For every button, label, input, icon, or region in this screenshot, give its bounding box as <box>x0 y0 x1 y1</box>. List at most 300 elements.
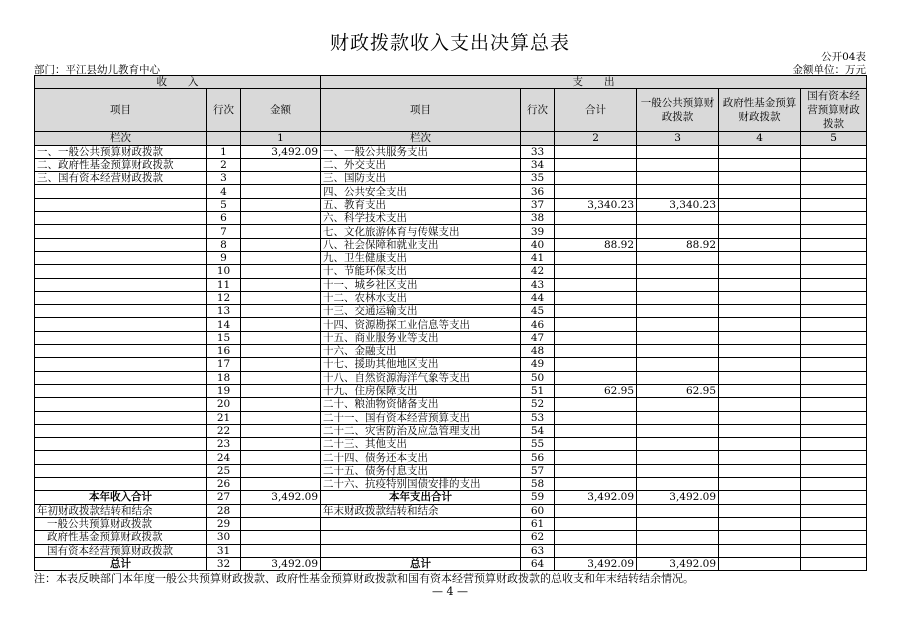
income-item <box>35 384 207 397</box>
total-amount <box>555 225 637 238</box>
income-item <box>35 464 207 477</box>
gov-fund-amount <box>719 424 801 437</box>
income-line: 9 <box>207 251 241 264</box>
gov-fund-amount <box>719 438 801 451</box>
total-amount <box>555 358 637 371</box>
expense-item <box>321 517 521 530</box>
income-item <box>35 424 207 437</box>
expense-line: 50 <box>521 371 555 384</box>
gov-fund-amount <box>719 238 801 251</box>
gov-fund-amount <box>719 544 801 557</box>
general-amount <box>637 504 719 517</box>
expense-item: 二十五、债务付息支出 <box>321 464 521 477</box>
expense-line: 62 <box>521 531 555 544</box>
gov-fund-amount <box>719 305 801 318</box>
expense-item: 二十一、国有资本经营预算支出 <box>321 411 521 424</box>
gov-fund-amount <box>719 451 801 464</box>
subtotal-row <box>35 491 867 504</box>
gov-fund-amount <box>719 265 801 278</box>
general-amount <box>637 318 719 331</box>
income-amount <box>241 517 321 530</box>
state-capital-amount <box>801 158 867 171</box>
gov-fund-amount <box>719 145 801 158</box>
expense-line: 34 <box>521 158 555 171</box>
income-line: 25 <box>207 464 241 477</box>
total-amount <box>555 424 637 437</box>
state-capital-amount <box>801 384 867 397</box>
state-capital-amount <box>801 491 867 504</box>
total-amount <box>555 398 637 411</box>
footnote: 注：本表反映部门本年度一般公共预算财政拨款、政府性基金预算财政拨款和国有资本经营预算财政拨款的总收支和年末结转结余情况。 <box>34 572 694 585</box>
income-item: 本年收入合计 <box>35 491 207 504</box>
col-3: 3 <box>637 132 719 145</box>
income-line: 4 <box>207 185 241 198</box>
table-row <box>35 358 867 371</box>
income-item: 年初财政拨款结转和结余 <box>35 504 207 517</box>
income-line: 22 <box>207 424 241 437</box>
total-amount <box>555 411 637 424</box>
expense-line: 35 <box>521 172 555 185</box>
form-code: 公开04表 <box>821 51 866 63</box>
state-capital-amount <box>801 438 867 451</box>
gov-fund-amount <box>719 345 801 358</box>
general-amount <box>637 145 719 158</box>
expense-item: 二十四、债务还本支出 <box>321 451 521 464</box>
column-header-row <box>35 89 867 132</box>
total-amount <box>555 172 637 185</box>
expense-line: 55 <box>521 438 555 451</box>
table-row <box>35 464 867 477</box>
table-row <box>35 212 867 225</box>
total-amount <box>555 438 637 451</box>
total-amount <box>555 371 637 384</box>
expense-line: 53 <box>521 411 555 424</box>
state-capital-amount <box>801 544 867 557</box>
income-line: 21 <box>207 411 241 424</box>
general-amount <box>637 464 719 477</box>
income-amount: 3,492.09 <box>241 557 321 570</box>
expense-item: 本年支出合计 <box>321 491 521 504</box>
general-amount <box>637 371 719 384</box>
column-number-row <box>35 132 867 145</box>
expense-item: 十、节能环保支出 <box>321 265 521 278</box>
general-amount: 62.95 <box>637 384 719 397</box>
income-item <box>35 398 207 411</box>
state-capital-amount <box>801 411 867 424</box>
income-amount <box>241 212 321 225</box>
expense-item <box>321 544 521 557</box>
income-item <box>35 318 207 331</box>
income-item <box>35 278 207 291</box>
column-no-label: 栏次 <box>35 132 207 145</box>
carry-row <box>35 544 867 557</box>
gov-fund-amount <box>719 212 801 225</box>
total-amount <box>555 478 637 491</box>
expense-line: 44 <box>521 291 555 304</box>
general-amount <box>637 544 719 557</box>
carry-row <box>35 517 867 530</box>
expense-item <box>321 531 521 544</box>
income-line: 3 <box>207 172 241 185</box>
gov-fund-amount <box>719 185 801 198</box>
section-header-row <box>35 76 867 89</box>
page-number: — 4 — <box>432 585 468 598</box>
gov-fund-header: 政府性基金预算财政拨款 <box>719 89 801 132</box>
state-capital-amount <box>801 291 867 304</box>
state-capital-amount <box>801 212 867 225</box>
table-row <box>35 172 867 185</box>
state-capital-amount <box>801 478 867 491</box>
total-amount <box>555 291 637 304</box>
income-amount <box>241 384 321 397</box>
state-capital-amount <box>801 451 867 464</box>
expense-line: 59 <box>521 491 555 504</box>
total-amount <box>555 278 637 291</box>
expense-item: 一、一般公共服务支出 <box>321 145 521 158</box>
income-item: 国有资本经营预算财政拨款 <box>35 544 207 557</box>
expense-item: 总计 <box>321 557 521 570</box>
income-amount <box>241 345 321 358</box>
expense-item: 二十三、其他支出 <box>321 438 521 451</box>
income-amount <box>241 451 321 464</box>
income-amount <box>241 198 321 211</box>
gov-fund-amount <box>719 172 801 185</box>
expense-line: 51 <box>521 384 555 397</box>
income-line-header: 行次 <box>207 89 241 132</box>
expense-line: 52 <box>521 398 555 411</box>
expense-line: 49 <box>521 358 555 371</box>
income-item <box>35 331 207 344</box>
expense-line: 48 <box>521 345 555 358</box>
table-row <box>35 318 867 331</box>
general-amount <box>637 358 719 371</box>
total-amount <box>555 504 637 517</box>
income-amount <box>241 464 321 477</box>
income-line: 13 <box>207 305 241 318</box>
income-amount <box>241 424 321 437</box>
gov-fund-amount <box>719 384 801 397</box>
expense-item: 十七、援助其他地区支出 <box>321 358 521 371</box>
table-row <box>35 478 867 491</box>
income-line: 5 <box>207 198 241 211</box>
total-amount <box>555 331 637 344</box>
income-line: 28 <box>207 504 241 517</box>
state-capital-amount <box>801 278 867 291</box>
income-line: 26 <box>207 478 241 491</box>
income-amount <box>241 478 321 491</box>
state-capital-amount <box>801 531 867 544</box>
income-line: 19 <box>207 384 241 397</box>
income-item <box>35 371 207 384</box>
expense-item: 十二、农林水支出 <box>321 291 521 304</box>
state-capital-amount <box>801 504 867 517</box>
general-amount <box>637 291 719 304</box>
total-amount <box>555 451 637 464</box>
expense-item: 二、外交支出 <box>321 158 521 171</box>
income-item <box>35 212 207 225</box>
col-1: 1 <box>241 132 321 145</box>
income-item: 三、国有资本经营财政拨款 <box>35 172 207 185</box>
table-row <box>35 238 867 251</box>
gov-fund-amount <box>719 411 801 424</box>
expense-item: 十六、金融支出 <box>321 345 521 358</box>
income-line: 7 <box>207 225 241 238</box>
income-amount <box>241 531 321 544</box>
general-amount <box>637 478 719 491</box>
income-amount <box>241 251 321 264</box>
income-amount <box>241 172 321 185</box>
state-capital-amount <box>801 145 867 158</box>
income-amount <box>241 398 321 411</box>
total-amount: 3,492.09 <box>555 491 637 504</box>
table-row <box>35 198 867 211</box>
income-item <box>35 185 207 198</box>
gov-fund-amount <box>719 504 801 517</box>
gov-fund-amount <box>719 225 801 238</box>
expense-line: 42 <box>521 265 555 278</box>
state-capital-amount <box>801 198 867 211</box>
finance-table <box>34 75 867 571</box>
general-amount <box>637 424 719 437</box>
total-amount <box>555 212 637 225</box>
expense-item: 八、社会保障和就业支出 <box>321 238 521 251</box>
income-line: 8 <box>207 238 241 251</box>
state-capital-amount <box>801 557 867 570</box>
table-row <box>35 438 867 451</box>
expense-line: 46 <box>521 318 555 331</box>
income-item: 二、政府性基金预算财政拨款 <box>35 158 207 171</box>
expense-line: 63 <box>521 544 555 557</box>
income-amount: 3,492.09 <box>241 145 321 158</box>
expense-item: 十九、住房保障支出 <box>321 384 521 397</box>
income-line: 29 <box>207 517 241 530</box>
income-amount <box>241 371 321 384</box>
general-amount: 3,492.09 <box>637 557 719 570</box>
table-row <box>35 345 867 358</box>
income-item <box>35 198 207 211</box>
income-amount <box>241 358 321 371</box>
general-amount <box>637 212 719 225</box>
expense-item: 九、卫生健康支出 <box>321 251 521 264</box>
income-line: 18 <box>207 371 241 384</box>
expense-line: 43 <box>521 278 555 291</box>
income-amount <box>241 238 321 251</box>
total-amount <box>555 158 637 171</box>
total-amount <box>555 265 637 278</box>
total-amount <box>555 345 637 358</box>
column-no-label: 栏次 <box>321 132 521 145</box>
expense-line: 33 <box>521 145 555 158</box>
state-capital-amount <box>801 424 867 437</box>
state-capital-amount <box>801 172 867 185</box>
gov-fund-amount <box>719 291 801 304</box>
expense-item: 七、文化旅游体育与传媒支出 <box>321 225 521 238</box>
state-capital-amount <box>801 358 867 371</box>
expense-line: 38 <box>521 212 555 225</box>
income-item <box>35 345 207 358</box>
expense-line: 57 <box>521 464 555 477</box>
gov-fund-amount <box>719 517 801 530</box>
income-line: 11 <box>207 278 241 291</box>
general-amount <box>637 172 719 185</box>
income-line: 24 <box>207 451 241 464</box>
expense-item: 十四、资源勘探工业信息等支出 <box>321 318 521 331</box>
table-row <box>35 225 867 238</box>
gov-fund-amount <box>719 331 801 344</box>
expense-line: 54 <box>521 424 555 437</box>
income-line: 14 <box>207 318 241 331</box>
table-row <box>35 451 867 464</box>
general-amount <box>637 531 719 544</box>
state-capital-amount <box>801 305 867 318</box>
expense-line: 45 <box>521 305 555 318</box>
expense-line: 61 <box>521 517 555 530</box>
income-item <box>35 411 207 424</box>
unit-label: 金额单位：万元 <box>792 64 866 76</box>
expense-line: 40 <box>521 238 555 251</box>
expense-item: 五、教育支出 <box>321 198 521 211</box>
income-amount <box>241 291 321 304</box>
income-line: 2 <box>207 158 241 171</box>
table-row <box>35 424 867 437</box>
gov-fund-amount <box>719 198 801 211</box>
expense-line-header: 行次 <box>521 89 555 132</box>
table-row <box>35 251 867 264</box>
general-amount <box>637 411 719 424</box>
income-line: 1 <box>207 145 241 158</box>
total-amount <box>555 464 637 477</box>
expense-item: 四、公共安全支出 <box>321 185 521 198</box>
general-budget-header: 一般公共预算财政拨款 <box>637 89 719 132</box>
income-item: 一般公共预算财政拨款 <box>35 517 207 530</box>
income-amount <box>241 265 321 278</box>
general-amount: 3,340.23 <box>637 198 719 211</box>
income-amount <box>241 158 321 171</box>
expense-item: 二十二、灾害防治及应急管理支出 <box>321 424 521 437</box>
income-line: 16 <box>207 345 241 358</box>
expense-line: 41 <box>521 251 555 264</box>
income-line: 10 <box>207 265 241 278</box>
total-amount <box>555 185 637 198</box>
income-item: 政府性基金预算财政拨款 <box>35 531 207 544</box>
expense-item: 二十六、抗疫特别国债安排的支出 <box>321 478 521 491</box>
state-capital-amount <box>801 225 867 238</box>
income-item: 总计 <box>35 557 207 570</box>
income-item <box>35 358 207 371</box>
total-amount <box>555 318 637 331</box>
gov-fund-amount <box>719 531 801 544</box>
grand-total-row <box>35 557 867 570</box>
expense-line: 64 <box>521 557 555 570</box>
income-line: 23 <box>207 438 241 451</box>
state-capital-amount <box>801 331 867 344</box>
expense-item: 三、国防支出 <box>321 172 521 185</box>
expense-item: 十一、城乡社区支出 <box>321 278 521 291</box>
expense-item: 二十、粮油物资储备支出 <box>321 398 521 411</box>
general-amount <box>637 185 719 198</box>
expense-header: 支 出 <box>321 76 867 89</box>
general-amount <box>637 345 719 358</box>
state-capital-amount <box>801 464 867 477</box>
state-capital-amount <box>801 265 867 278</box>
general-amount <box>637 438 719 451</box>
income-line: 30 <box>207 531 241 544</box>
income-item <box>35 305 207 318</box>
state-capital-amount <box>801 371 867 384</box>
general-amount <box>637 305 719 318</box>
state-capital-amount <box>801 185 867 198</box>
income-line: 17 <box>207 358 241 371</box>
page-title: 财政拨款收入支出决算总表 <box>329 32 570 54</box>
total-amount: 3,340.23 <box>555 198 637 211</box>
income-line: 12 <box>207 291 241 304</box>
gov-fund-amount <box>719 491 801 504</box>
expense-item: 十八、自然资源海洋气象等支出 <box>321 371 521 384</box>
table-row <box>35 185 867 198</box>
expense-line: 36 <box>521 185 555 198</box>
gov-fund-amount <box>719 358 801 371</box>
expense-item: 十五、商业服务业等支出 <box>321 331 521 344</box>
income-amount <box>241 225 321 238</box>
income-item <box>35 225 207 238</box>
col-5: 5 <box>801 132 867 145</box>
income-amount <box>241 438 321 451</box>
table-row <box>35 411 867 424</box>
gov-fund-amount <box>719 318 801 331</box>
department-label: 部门：平江县幼儿教育中心 <box>34 64 160 76</box>
state-capital-amount <box>801 398 867 411</box>
total-amount <box>555 531 637 544</box>
income-item <box>35 291 207 304</box>
table-row <box>35 331 867 344</box>
col-4: 4 <box>719 132 801 145</box>
expense-item: 十三、交通运输支出 <box>321 305 521 318</box>
income-line: 31 <box>207 544 241 557</box>
income-item: 一、一般公共预算财政拨款 <box>35 145 207 158</box>
gov-fund-amount <box>719 371 801 384</box>
income-amount <box>241 278 321 291</box>
table-row <box>35 291 867 304</box>
general-amount: 88.92 <box>637 238 719 251</box>
table-row <box>35 384 867 397</box>
general-amount <box>637 225 719 238</box>
income-amount <box>241 544 321 557</box>
gov-fund-amount <box>719 398 801 411</box>
income-item <box>35 438 207 451</box>
income-amount <box>241 185 321 198</box>
gov-fund-amount <box>719 251 801 264</box>
general-amount <box>637 398 719 411</box>
total-amount <box>555 251 637 264</box>
income-item <box>35 251 207 264</box>
total-amount <box>555 517 637 530</box>
total-amount: 88.92 <box>555 238 637 251</box>
income-item <box>35 265 207 278</box>
state-capital-amount <box>801 318 867 331</box>
state-capital-amount <box>801 251 867 264</box>
income-item <box>35 478 207 491</box>
income-header: 收 入 <box>35 76 321 89</box>
total-amount <box>555 145 637 158</box>
general-amount <box>637 331 719 344</box>
total-header: 合计 <box>555 89 637 132</box>
table-row <box>35 305 867 318</box>
gov-fund-amount <box>719 158 801 171</box>
expense-item: 六、科学技术支出 <box>321 212 521 225</box>
total-amount <box>555 305 637 318</box>
state-capital-amount <box>801 238 867 251</box>
expense-item: 年末财政拨款结转和结余 <box>321 504 521 517</box>
